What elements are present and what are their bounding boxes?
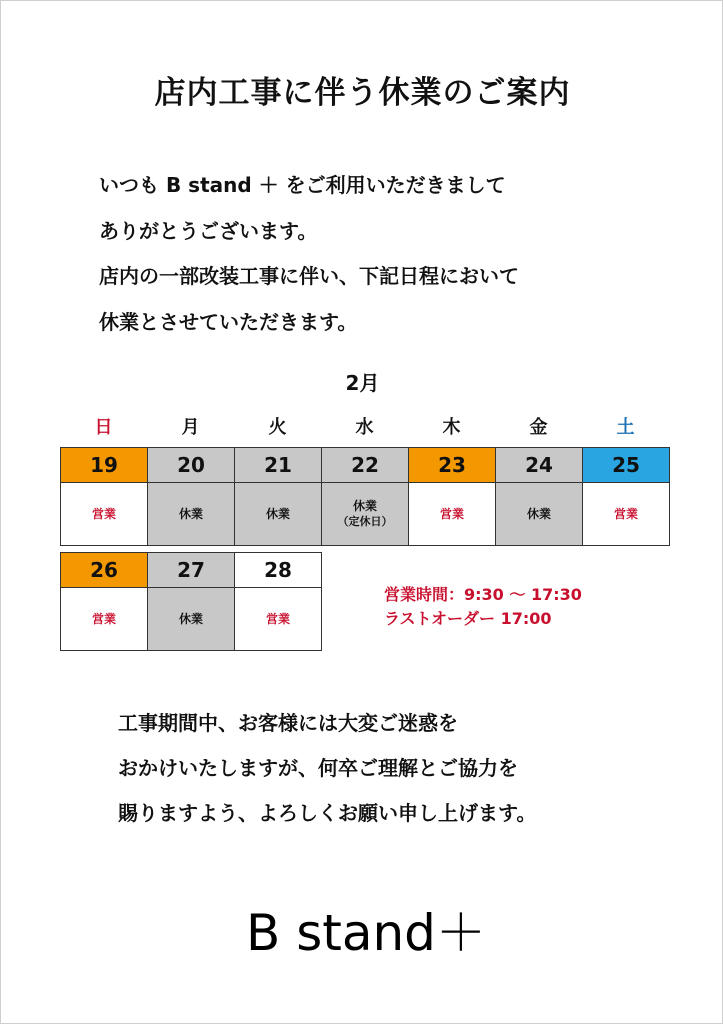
calendar-day-19 [60, 447, 148, 546]
day-number: 27 [148, 553, 234, 588]
intro-line: いつも B stand ＋ をご利用いただきまして [99, 173, 506, 197]
day-status [148, 588, 234, 650]
status-label: 営業 [439, 506, 464, 521]
calendar-day-25 [582, 447, 670, 546]
closing-line: 工事期間中、お客様には大変ご迷惑を [118, 711, 458, 735]
weekday-wednesday: 水 [355, 417, 374, 438]
day-status [148, 483, 234, 545]
intro-message [99, 163, 519, 345]
calendar-day-27 [147, 552, 235, 651]
day-number: 28 [235, 553, 321, 588]
day-status [235, 483, 321, 545]
business-hours: 営業時間：9:30 〜 17:30 [384, 585, 582, 604]
status-label: 休業 [178, 611, 203, 626]
status-label: 営業 [91, 506, 116, 521]
day-status [496, 483, 582, 545]
calendar-day-24 [495, 447, 583, 546]
page-title: 店内工事に伴う休業のご案内 [154, 75, 571, 111]
weekday-saturday: 土 [616, 417, 635, 438]
status-label: 営業 [91, 611, 116, 626]
brand-logo: B stand＋ [246, 904, 486, 962]
day-number: 20 [148, 448, 234, 483]
day-status [322, 483, 408, 545]
last-order: ラストオーダー 17:00 [384, 609, 552, 628]
day-status [61, 588, 147, 650]
day-status [235, 588, 321, 650]
status-label: 休業 [526, 506, 551, 521]
day-number: 21 [235, 448, 321, 483]
closing-line: おかけいたしますが、何卒ご理解とご協力を [118, 756, 518, 780]
day-number: 23 [409, 448, 495, 483]
calendar-day-21 [234, 447, 322, 546]
day-status [61, 483, 147, 545]
closing-message [118, 701, 536, 836]
weekday-thursday: 木 [442, 417, 461, 438]
calendar-day-20 [147, 447, 235, 546]
day-status [409, 483, 495, 545]
status-label: 営業 [265, 611, 290, 626]
day-number: 22 [322, 448, 408, 483]
day-number: 25 [583, 448, 669, 483]
calendar-day-28 [234, 552, 322, 651]
weekday-friday: 金 [529, 417, 548, 438]
weekday-sunday: 日 [94, 417, 113, 438]
intro-line: 店内の一部改装工事に伴い、下記日程において [99, 264, 519, 288]
status-label: 休業 [265, 506, 290, 521]
day-number: 19 [61, 448, 147, 483]
calendar-day-26 [60, 552, 148, 651]
status-note: （定休日） [337, 515, 393, 528]
status-label: 休業 [352, 499, 377, 513]
status-label: 営業 [613, 506, 638, 521]
business-hours-info [384, 583, 582, 631]
day-status [583, 483, 669, 545]
calendar-day-23 [408, 447, 496, 546]
intro-line: 休業とさせていただきます。 [99, 309, 358, 334]
intro-line: ありがとうございます。 [99, 218, 318, 243]
closing-line: 賜りますよう、よろしくお願い申し上げます。 [118, 801, 537, 825]
calendar-month: 2月 [345, 371, 380, 395]
day-number: 26 [61, 553, 147, 588]
day-number: 24 [496, 448, 582, 483]
weekday-tuesday: 火 [268, 417, 287, 438]
status-label: 休業 [178, 506, 203, 521]
calendar-day-22 [321, 447, 409, 546]
weekday-monday: 月 [181, 417, 200, 438]
